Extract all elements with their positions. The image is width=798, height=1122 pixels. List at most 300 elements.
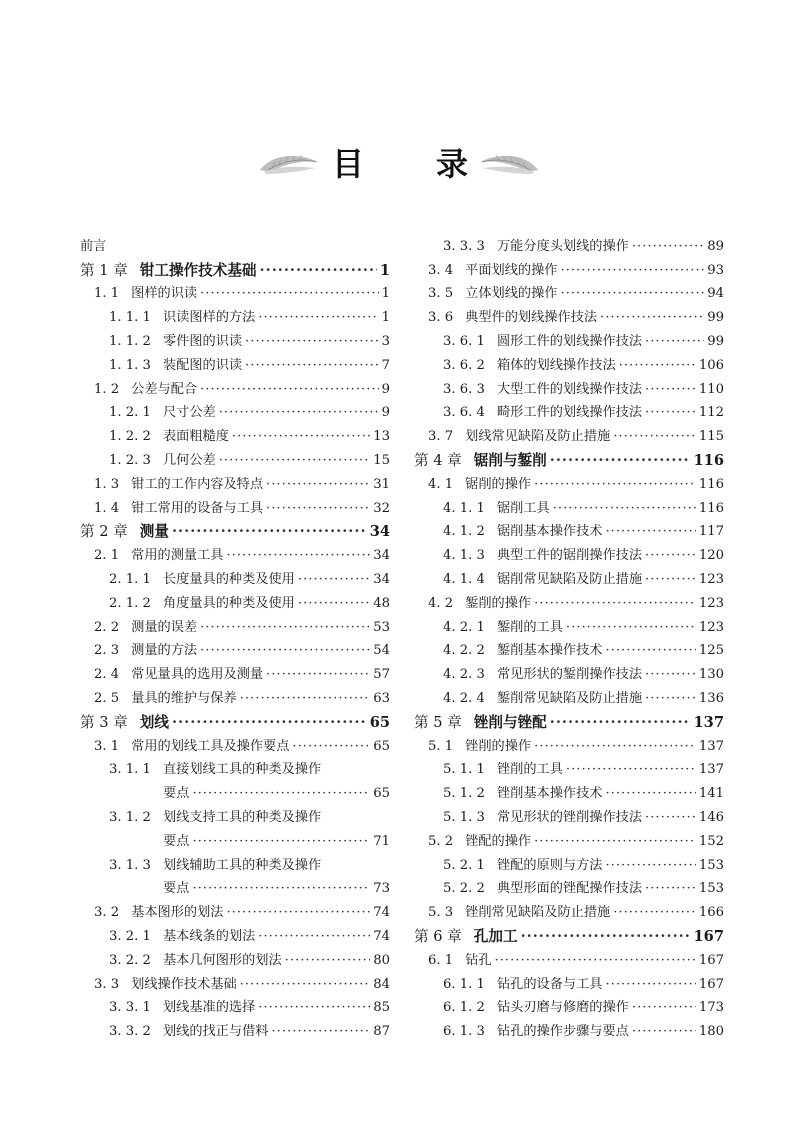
toc-entry-page: 130 [698,667,724,683]
toc-entry-number: 3. 3. 1 [109,1000,151,1016]
toc-entry-number: 1. 2 [94,381,120,397]
toc-entry[interactable] [414,255,724,279]
toc-entry-number: 3. 3. 3 [443,238,485,254]
left-leaf-ornament-icon [258,150,320,178]
toc-entry-page: 106 [698,357,724,373]
toc-entry-label: 锉配的原则与方法 [496,857,603,873]
toc-entry-page: 74 [373,928,390,944]
toc-entry[interactable] [414,469,724,493]
toc-entry-number: 1. 4 [94,500,120,516]
toc-entry-label: 典型形面的锉配操作技法 [496,881,643,897]
toc-chapter-entry[interactable] [80,707,390,731]
toc-entry[interactable] [80,731,390,755]
toc-entry-number: 6. 1 [428,952,454,968]
toc-entry-number: 3. 1. 1 [109,762,151,778]
dot-leader [645,810,696,826]
toc-entry[interactable] [80,850,390,874]
dot-leader [200,643,370,659]
toc-entry-page: 180 [698,1024,724,1040]
dot-leader [521,929,691,945]
toc-entry-number: 第 3 章 [80,713,128,731]
toc-entry-number: 2. 5 [94,690,120,706]
toc-entry[interactable] [414,493,724,517]
toc-entry[interactable] [80,302,390,326]
toc-entry-page: 3 [381,333,390,349]
dot-leader [600,310,704,326]
toc-entry-page: 89 [707,238,724,254]
toc-entry-number: 5. 1 [428,738,454,754]
toc-entry-page: 65 [373,738,390,754]
toc-entry-label: 常见形状的錾削操作技法 [496,667,643,683]
toc-entry[interactable] [80,588,390,612]
dot-leader [200,286,379,302]
dot-leader [619,358,696,374]
toc-entry-label: 表面粗糙度 [162,429,229,445]
toc-entry-label: 錾削的工具 [496,619,563,635]
toc-entry-label: 典型工件的锯削操作技法 [496,548,643,564]
toc-entry[interactable] [80,659,390,683]
dot-leader [645,572,696,588]
toc-entry-number: 1. 2. 1 [109,405,151,421]
dot-leader [200,620,370,636]
toc-entry-page: 153 [698,857,724,873]
toc-entry-label: 公差与配合 [131,381,198,397]
toc-entry-page: 152 [698,833,724,849]
toc-entry-page: 57 [373,667,390,683]
toc-entry-page: 167 [698,976,724,992]
toc-entry[interactable] [80,469,390,493]
toc-entry-page: 137 [693,713,724,731]
toc-chapter-entry[interactable] [80,255,390,279]
toc-entry[interactable] [80,231,390,255]
toc-entry[interactable] [80,636,390,660]
toc-entry-page: 74 [373,905,390,921]
dot-leader [632,1024,696,1040]
toc-entry[interactable] [80,326,390,350]
toc-entry-label: 要点 [163,786,190,802]
toc-entry[interactable] [414,659,724,683]
toc-entry-page: 1 [381,286,390,302]
toc-entry[interactable] [80,969,390,993]
toc-entry-label: 钻头刃磨与修磨的操作 [496,1000,629,1016]
toc-entry-label: 钳工操作技术基础 [139,261,257,279]
dot-leader [553,501,696,517]
toc-entry-page: 112 [698,405,724,421]
toc-entry-page: 123 [698,595,724,611]
dot-leader [560,263,704,279]
dot-leader [605,977,695,993]
toc-entry[interactable] [80,279,390,303]
toc-entry-page: 137 [698,762,724,778]
toc-entry-label: 测量的方法 [131,643,198,659]
toc-entry-label: 钳工的工作内容及特点 [131,476,264,492]
toc-entry-label: 常见形状的锉削操作技法 [496,809,643,825]
toc-entry[interactable] [414,802,724,826]
toc-entry[interactable] [80,874,390,898]
dot-leader [645,405,696,421]
toc-entry-number: 3. 2 [94,905,120,921]
dot-leader [219,405,379,421]
toc-entry-number: 3. 7 [428,429,454,445]
toc-entry-label: 装配图的识读 [162,357,243,373]
toc-chapter-entry[interactable] [414,921,724,945]
toc-entry[interactable] [414,398,724,422]
toc-entry[interactable] [80,1016,390,1040]
toc-entry[interactable] [80,540,390,564]
toc-entry[interactable] [414,683,724,707]
toc-entry-page: 167 [693,927,724,945]
dot-leader [534,596,696,612]
toc-entry-number: 2. 1. 2 [109,595,151,611]
toc-entry-label: 锉削的工具 [496,762,563,778]
toc-entry-page: 9 [381,405,390,421]
dot-leader [645,548,696,564]
toc-entry-page: 31 [373,476,390,492]
toc-chapter-entry[interactable] [414,445,724,469]
toc-entry-number: 4. 2. 3 [443,667,485,683]
toc-entry-page: 65 [369,713,390,731]
toc-entry-page: 34 [373,548,390,564]
toc-entry-number: 3. 6. 2 [443,357,485,373]
toc-entry-page: 116 [698,476,724,492]
toc-entry-label: 几何公差 [162,452,216,468]
toc-entry-label: 常用的测量工具 [131,548,224,564]
toc-entry-number: 2. 1 [94,548,120,564]
toc-entry-label: 测量的误差 [131,619,198,635]
toc-entry-number: 3. 5 [428,286,454,302]
toc-entry-page: 80 [373,952,390,968]
toc-entry-label: 锯削常见缺陷及防止措施 [496,571,643,587]
toc-entry-label: 万能分度头划线的操作 [496,238,629,254]
toc-entry[interactable] [80,778,390,802]
dot-leader [534,477,696,493]
toc-entry-label: 角度量具的种类及使用 [162,595,295,611]
toc-entry-page: 116 [698,500,724,516]
toc-entry-label: 锉削基本操作技术 [496,786,603,802]
toc-entry-number: 1. 1. 2 [109,333,151,349]
toc-entry-number: 2. 3 [94,643,120,659]
toc-entry-number: 4. 1. 4 [443,571,485,587]
toc-entry-number: 3. 6 [428,310,454,326]
toc-entry[interactable] [414,636,724,660]
toc-entry-page: 125 [698,643,724,659]
title-char-left: 目 [332,145,365,183]
toc-entry[interactable] [80,683,390,707]
toc-entry-page: 110 [698,381,724,397]
toc-entry-number: 5. 1. 2 [443,786,485,802]
toc-entry[interactable] [414,826,724,850]
dot-leader [632,1000,696,1016]
dot-leader [645,382,696,398]
toc-entry-label: 划线辅助工具的种类及操作 [162,857,322,873]
toc-title [0,140,798,190]
toc-entry[interactable] [80,421,390,445]
toc-entry-number: 6. 1. 3 [443,1024,485,1040]
toc-entry-label: 钳工常用的设备与工具 [131,500,264,516]
toc-entry-number: 3. 1. 3 [109,857,151,873]
right-leaf-ornament-icon [478,150,540,178]
toc-entry-number: 6. 1. 1 [443,976,485,992]
toc-entry[interactable] [414,1016,724,1040]
toc-entry-page: 7 [381,357,390,373]
dot-leader [285,953,371,969]
toc-entry-label: 划线 [139,713,169,731]
toc-entry[interactable] [414,612,724,636]
toc-entry-number: 4. 1 [428,476,454,492]
toc-entry-label: 锯削基本操作技术 [496,524,603,540]
toc-entry-page: 116 [693,451,724,469]
dot-leader [566,620,696,636]
toc-entry-label: 箱体的划线操作技法 [496,357,616,373]
toc-chapter-entry[interactable] [80,517,390,541]
dot-leader [298,596,370,612]
toc-entry-label: 錾削的操作 [465,595,532,611]
toc-entry-label: 划线的找正与借料 [162,1024,269,1040]
toc-entry-page: 34 [369,523,390,541]
toc-entry[interactable] [80,350,390,374]
toc-entry-number: 4. 2 [428,595,454,611]
toc-entry-number: 1. 1. 3 [109,357,151,373]
toc-entry[interactable] [414,874,724,898]
toc-entry-label: 图样的识读 [131,286,198,302]
dot-leader [192,786,370,802]
toc-entry[interactable] [80,921,390,945]
toc-entry[interactable] [80,802,390,826]
toc-entry[interactable] [80,826,390,850]
toc-entry[interactable] [80,398,390,422]
toc-entry-page: 141 [698,786,724,802]
toc-entry-number: 4. 2. 4 [443,690,485,706]
toc-entry-label: 划线支持工具的种类及操作 [162,809,322,825]
toc-entry-number: 第 6 章 [414,927,462,945]
toc-entry-label: 畸形工件的划线操作技法 [496,405,643,421]
dot-leader [645,881,696,897]
dot-leader [534,834,696,850]
toc-entry-page: 123 [698,619,724,635]
dot-leader [192,881,370,897]
toc-entry-label: 尺寸公差 [162,405,216,421]
toc-entry[interactable] [414,421,724,445]
dot-leader [605,524,695,540]
dot-leader [240,691,371,707]
toc-entry-label: 划线常见缺陷及防止措施 [465,429,611,445]
toc-entry[interactable] [80,493,390,517]
toc-entry-number: 5. 2. 1 [443,857,485,873]
toc-entry-number: 4. 1. 3 [443,548,485,564]
toc-entry-label: 常见量具的选用及测量 [131,667,264,683]
toc-entry-label: 要点 [163,881,190,897]
toc-entry[interactable] [414,374,724,398]
toc-entry-number: 5. 3 [428,905,454,921]
toc-entry[interactable] [414,517,724,541]
toc-entry-number: 3. 6. 3 [443,381,485,397]
toc-entry-number: 4. 1. 1 [443,500,485,516]
dot-leader [245,358,379,374]
toc-left-column [80,231,390,1040]
toc-entry-number: 3. 1 [94,738,120,754]
toc-entry[interactable] [414,778,724,802]
toc-entry[interactable] [80,374,390,398]
toc-entry-label: 锯削与錾削 [473,451,547,469]
dot-leader [605,786,695,802]
dot-leader [645,691,696,707]
toc-entry-label: 锉削常见缺陷及防止措施 [465,905,611,921]
toc-entry-number: 5. 1. 1 [443,762,485,778]
toc-entry-page: 146 [698,809,724,825]
dot-leader [566,762,696,778]
toc-entry[interactable] [80,755,390,779]
toc-entry-number: 1. 2. 2 [109,429,151,445]
toc-entry-page: 136 [698,690,724,706]
toc-entry[interactable] [414,302,724,326]
toc-entry-page: 15 [373,452,390,468]
toc-entry-number: 1. 2. 3 [109,452,151,468]
toc-entry-number: 2. 4 [94,667,120,683]
dot-leader [645,334,704,350]
toc-entry-label: 锉配的操作 [465,833,532,849]
toc-entry-page: 166 [698,905,724,921]
toc-entry-number: 2. 1. 1 [109,571,151,587]
dot-leader [645,667,696,683]
toc-entry-number: 第 2 章 [80,523,128,541]
toc-entry-label: 钻孔的设备与工具 [496,976,603,992]
toc-entry[interactable] [80,612,390,636]
toc-entry-label: 长度量具的种类及使用 [162,571,295,587]
toc-entry[interactable] [414,993,724,1017]
toc-entry[interactable] [414,897,724,921]
dot-leader [550,715,691,731]
toc-entry[interactable] [414,326,724,350]
toc-entry-number: 5. 1. 3 [443,809,485,825]
toc-entry[interactable] [414,731,724,755]
toc-entry-label: 锯削的操作 [465,476,532,492]
toc-entry-page: 54 [373,643,390,659]
toc-entry[interactable] [414,279,724,303]
toc-entry[interactable] [80,564,390,588]
toc-chapter-entry[interactable] [414,707,724,731]
toc-entry-page: 137 [698,738,724,754]
dot-leader [226,905,370,921]
toc-entry[interactable] [414,588,724,612]
toc-entry-label: 量具的维护与保养 [131,690,237,706]
toc-entry-page: 87 [373,1024,390,1040]
toc-entry-number: 3. 4 [428,262,454,278]
toc-entry-page: 9 [381,381,390,397]
dot-leader [534,739,696,755]
dot-leader [613,429,696,445]
toc-entry-page: 65 [373,786,390,802]
toc-entry-label: 钻孔的操作步骤与要点 [496,1024,629,1040]
toc-entry-number: 3. 3 [94,976,120,992]
toc-right-column [414,231,724,1040]
toc-entry-page: 63 [373,690,390,706]
dot-leader [245,334,379,350]
toc-entry-page: 123 [698,571,724,587]
toc-entry-label: 平面划线的操作 [465,262,558,278]
toc-entry-number: 2. 2 [94,619,120,635]
toc-entry[interactable] [414,540,724,564]
toc-entry[interactable] [80,897,390,921]
dot-leader [219,453,371,469]
dot-leader [550,453,691,469]
dot-leader [292,739,370,755]
toc-entry-label: 划线基准的选择 [162,1000,256,1016]
toc-entry-page: 99 [707,310,724,326]
toc-entry-page: 117 [698,524,724,540]
dot-leader [260,263,377,279]
toc-entry-label: 测量 [139,523,169,541]
toc-entry-label: 常用的划线工具及操作要点 [131,738,290,754]
toc-entry-page: 94 [707,286,724,302]
toc-entry-page: 1 [381,310,390,326]
title-char-right: 录 [436,145,469,183]
dot-leader [613,905,696,921]
toc-entry-label: 锉削的操作 [465,738,532,754]
dot-leader [495,953,696,969]
toc-entry-label: 识读图样的方法 [162,310,256,326]
toc-entry[interactable] [414,564,724,588]
toc-entry-label: 锉削与锉配 [473,713,547,731]
toc-entry-page: 71 [373,833,390,849]
toc-entry-label: 前言 [80,238,107,254]
toc-entry-number: 4. 2. 2 [443,643,485,659]
toc-entry-label: 圆形工件的划线操作技法 [496,333,643,349]
toc-entry[interactable] [414,945,724,969]
toc-entry-number: 4. 2. 1 [443,619,485,635]
toc-entry[interactable] [414,231,724,255]
toc-entry-page: 73 [373,881,390,897]
toc-entry-label: 錾削常见缺陷及防止措施 [496,690,643,706]
dot-leader [172,524,367,540]
toc-entry-page: 99 [707,333,724,349]
toc-entry-label: 要点 [163,833,190,849]
dot-leader [632,239,704,255]
toc-entry-number: 1. 1 [94,286,120,302]
dot-leader [560,286,704,302]
toc-entry-number: 1. 1. 1 [109,310,151,326]
dot-leader [258,310,378,326]
toc-entry[interactable] [80,445,390,469]
toc-entry[interactable] [414,755,724,779]
toc-entry-number: 3. 6. 4 [443,405,485,421]
toc-entry-label: 典型件的划线操作技法 [465,310,598,326]
toc-entry-number: 3. 6. 1 [443,333,485,349]
toc-entry-page: 173 [698,1000,724,1016]
toc-entry[interactable] [414,969,724,993]
toc-entry[interactable] [80,993,390,1017]
toc-entry[interactable] [414,850,724,874]
toc-entry-label: 锯削工具 [496,500,550,516]
toc-entry-page: 84 [373,976,390,992]
toc-entry-number: 第 1 章 [80,261,128,279]
toc-entry-page: 48 [373,595,390,611]
toc-entry-number: 1. 3 [94,476,120,492]
toc-entry-number: 第 5 章 [414,713,462,731]
dot-leader [232,429,370,445]
toc-entry-label: 錾削基本操作技术 [496,643,603,659]
toc-entry-number: 3. 2. 2 [109,952,151,968]
dot-leader [266,477,370,493]
toc-entry-label: 基本图形的划法 [131,905,224,921]
dot-leader [271,1024,370,1040]
toc-entry[interactable] [80,945,390,969]
toc-entry[interactable] [414,350,724,374]
dot-leader [226,548,370,564]
toc-entry-label: 钻孔 [465,952,492,968]
toc-entry-label: 大型工件的划线操作技法 [496,381,643,397]
toc-entry-page: 153 [698,881,724,897]
toc-entry-number: 第 4 章 [414,451,462,469]
